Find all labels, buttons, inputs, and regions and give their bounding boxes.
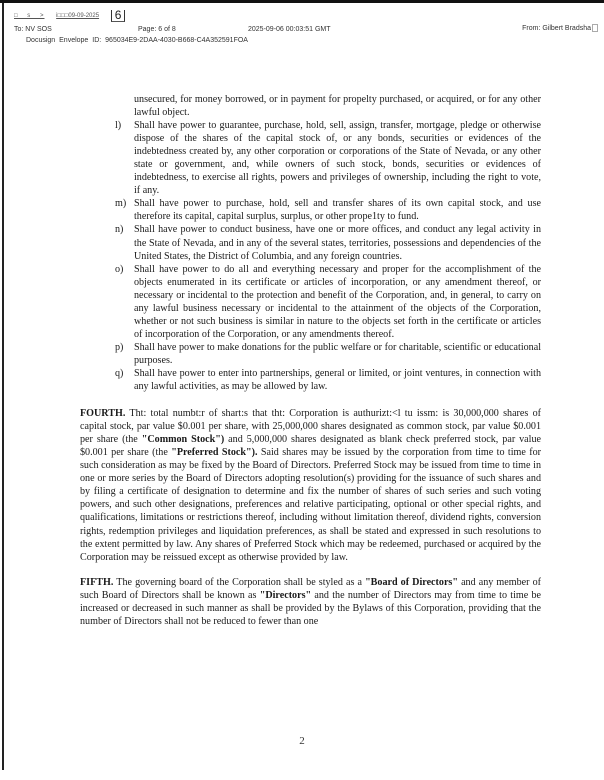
defined-term: "Directors": [259, 589, 312, 601]
article-text: and 5,000,000 shares designated as blank check preferred stock, par value $0.001 per share (the: [80, 434, 541, 459]
fax-sender: [522, 24, 598, 32]
list-label: n): [115, 224, 124, 236]
list-item-m: [115, 197, 541, 223]
continuation-text: unsecured, for money borrowed, or in payment for propelty purchased, or acquired, or for any other lawful object.: [134, 94, 541, 119]
list-text: Shall have power to do all and everything necessary and proper for the accomplishment of the objects enumerated in its certificate or articles of incorporation, or any amendment thereof, or necessary or incidental to the protection and benefit of the Corporation, and, in general, to carry on any lawful business necessary or incidental to the attainment of the objects of the Corporation, whether or not such business is similar in nature to the objects set forth in the certificate or articles of incorporation of the Corporation, or any amendments thereof.: [134, 263, 541, 340]
article-heading: FIFTH.: [80, 576, 114, 588]
list-item-l: [115, 119, 541, 197]
list-item-q: [115, 367, 541, 393]
list-item-p: [115, 341, 541, 367]
article-heading: FOURTH.: [80, 408, 126, 420]
list-label: m): [115, 198, 127, 210]
list-label: l): [115, 120, 122, 132]
docusign-envelope-id: Docusign Envelope ID: 965034E9-2DAA-4030-B668-C4A352591FOA: [26, 37, 248, 44]
list-text: Shall have power to enter into partnerships, general or limited, or joint ventures, in connection with any lawful activities, as may be allowed by law.: [134, 367, 541, 393]
article-text: Tht: total numbt:r of shart:s that tht: Corporation is authurizt:<l tu issm: is 30,000,000 shares of capital stock, par value $0.001 per share, with 25,000,000 shares designated as common stock, par value $0.001 per share (the: [80, 408, 541, 446]
article-text: and any member of such Board of Directors shall be known as: [80, 576, 541, 601]
fax-page-count: Page: 6 of 8: [138, 26, 176, 33]
stamp-mark: □__s__>: [14, 13, 45, 19]
article-fourth: [80, 407, 541, 564]
list-label: o): [115, 263, 124, 275]
list-item-n: [115, 223, 541, 262]
document-body: [80, 93, 541, 628]
left-border: [2, 3, 4, 770]
list-text: Shall have power to guarantee, purchase, hold, sell, assign, transfer, mortgage, pledge or otherwise dispose of the shares of the capital stock of, or any bonds, securities or evidences of the indebtedness created by, any other corporation or corporations of the State of Nevada, or any other state or government, and, while owners of such stock, bonds, securities or evidences of indebtedness, to exercise all rights, powers and privileges of ownership, including the right to vote, if any.: [134, 120, 541, 197]
article-text: The governing board of the Corporation shall be styled as a: [113, 576, 366, 588]
stamp-number: 6: [111, 10, 126, 22]
top-border: [0, 0, 604, 3]
fax-sender-text: From: Gilbert Bradsha: [522, 24, 591, 32]
fax-recipient: To: NV SOS: [14, 26, 52, 33]
list-text: Shall have power to make donations for the public welfare or for charitable, scientific or educational purposes.: [134, 341, 541, 366]
fax-timestamp: 2025-09-06 00:03:51 GMT: [248, 26, 331, 33]
stamp-date: i□□□09-09-2025: [56, 13, 100, 19]
page-number: 2: [299, 735, 305, 747]
list-text: Shall have power to conduct business, have one or more offices, and conduct any legal activity in the State of Nevada, and in any of the several states, territories, possessions and dependencies of the United States, the District of Columbia, and any foreign countries.: [134, 224, 541, 262]
missing-glyph-icon: [592, 24, 598, 32]
defined-term: "Common Stock"): [141, 434, 225, 446]
fax-stamp: [14, 10, 125, 22]
list-label: q): [115, 367, 124, 379]
article-fifth: [80, 576, 541, 628]
defined-term: "Board of Directors": [365, 576, 458, 588]
list-item-o: [115, 263, 541, 341]
article-text: and the number of Directors may from time to time be increased or decreased in such manner as shall be provided by the Bylaws of this Corporation, providing that the number of Directors shall not be reduced to fewer than one: [80, 589, 542, 627]
list-text: Shall have power to purchase, hold, sell and transfer shares of its own capital stock, and use therefore its capital, capital surplus, surplus, or other prope1ty to fund.: [134, 198, 541, 223]
list-label: p): [115, 341, 124, 353]
article-text: Said shares may be issued by the corporation from time to time for such consideration as may be fixed by the Board of Directors. Preferred Stock may be issued from time to time in one or more series by the Board of Directors adopting resolution(s) providing for the issuance of such shares and by filing a certificate of designation to determine and fix the number of shares of such series and such voting powers, and such other designations, preferences and relative participating, optional or other special rights, and qualifications, limitations or restrictions thereof, including without limitation thereof, dividend rights, conversion rights, redemption privileges and liquidation preferences, as shall be stated and expressed in such resolutions to the extent permitted by law. Any shares of Preferred Stock which may be redeemed, purchased or acquired by the Corporation may be reissued except as otherwise provided by law.: [80, 447, 542, 563]
defined-term: "Preferred Stock").: [171, 447, 258, 459]
